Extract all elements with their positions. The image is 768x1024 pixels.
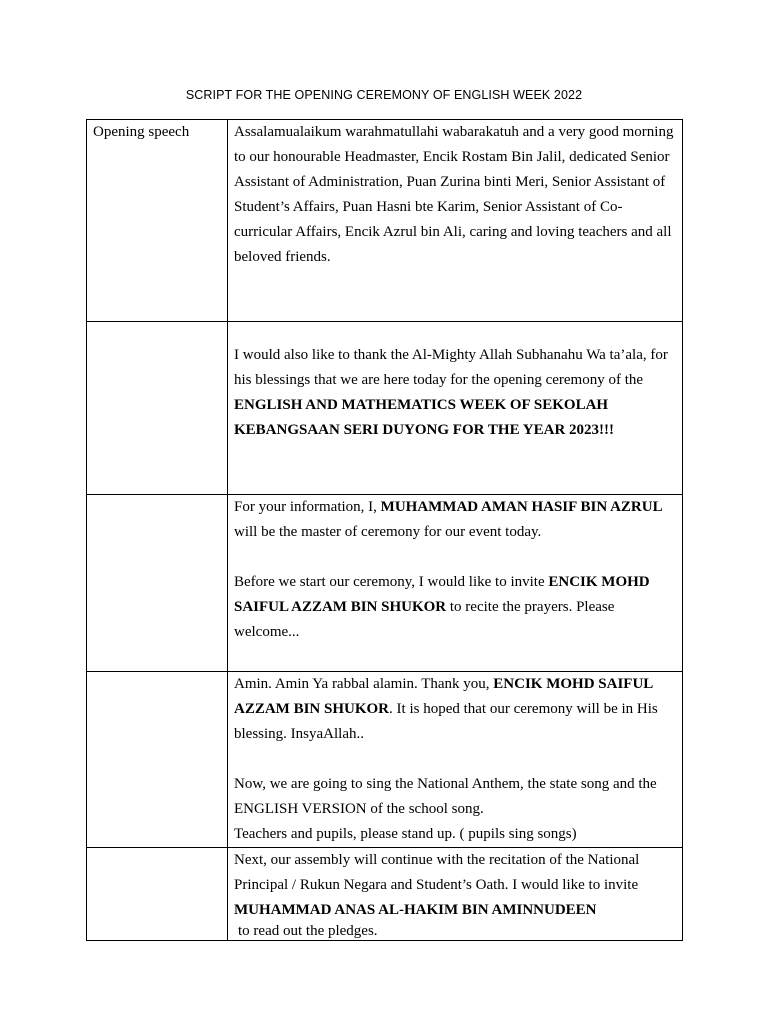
row-content [228, 495, 683, 672]
spacer [234, 747, 676, 772]
row-content [228, 120, 683, 322]
thanks-text: I would also like to thank the Al-Mighty Allah Subhanahu Wa ta’ala, for his blessings that we are here today for the opening ceremony of the [234, 347, 668, 388]
table-row [87, 848, 683, 941]
opening-greeting: Assalamualaikum warahmatullahi wabarakatuh and a very good morning to our honourable Headmaster, Encik Rostam Bin Jalil, dedicated Senior Assistant of Administration, Puan Zurina binti Meri, Senior Assistant of Student’s Affairs, Puan Hasni bte Karim, Senior Assistant of Co-curricular Affairs, Encik Azrul bin Ali, caring and loving teachers and all beloved friends. [234, 124, 674, 265]
text-run: to recite the prayers. Please welcome... [234, 599, 615, 640]
paragraph [234, 495, 676, 545]
prayer-leader-name: ENCIK MOHD SAIFUL AZZAM BIN SHUKOR [234, 676, 653, 717]
paragraph: to read out the pledges. [238, 923, 378, 939]
text-run: Amin. Amin Ya rabbal alamin. Thank you, [234, 676, 490, 692]
prayer-leader-name: ENCIK MOHD SAIFUL AZZAM BIN SHUKOR [234, 574, 650, 615]
paragraph [234, 848, 676, 923]
text-run: . It is hoped that our ceremony will be in His blessing. InsyaAllah.. [234, 701, 658, 742]
table-row [87, 495, 683, 672]
row-label: Opening speech [87, 120, 228, 322]
table-row [87, 672, 683, 848]
text-run: Next, our assembly will continue with the recitation of the National Principal / Rukun Negara and Student’s Oath. I would like to invite [234, 852, 640, 893]
event-name: ENGLISH AND MATHEMATICS WEEK OF SEKOLAH KEBANGSAAN SERI DUYONG FOR THE YEAR 2023!!! [234, 397, 615, 438]
row-label [87, 495, 228, 672]
row-content [228, 672, 683, 848]
script-table [86, 119, 683, 941]
row-content [228, 848, 683, 941]
table-row [87, 120, 683, 322]
paragraph [234, 570, 676, 645]
paragraph [234, 672, 676, 747]
text-run: will be the master of ceremony for our event today. [234, 524, 542, 540]
paragraph: Teachers and pupils, please stand up. ( pupils sing songs) [234, 826, 577, 842]
spacer [234, 545, 676, 570]
document-title: SCRIPT FOR THE OPENING CEREMONY OF ENGLISH WEEK 2022 [185, 88, 583, 102]
text-run: Before we start our ceremony, I would like to invite [234, 574, 545, 590]
row-content [228, 322, 683, 495]
mc-name: MUHAMMAD AMAN HASIF BIN AZRUL [380, 499, 663, 515]
row-label [87, 672, 228, 848]
reader-name: MUHAMMAD ANAS AL-HAKIM BIN AMINNUDEEN [234, 902, 597, 918]
table-row [87, 322, 683, 495]
row-label [87, 322, 228, 495]
text-run: For your information, I, [234, 499, 377, 515]
paragraph: Now, we are going to sing the National Anthem, the state song and the ENGLISH VERSION of the school song. [234, 776, 657, 817]
row-label [87, 848, 228, 941]
